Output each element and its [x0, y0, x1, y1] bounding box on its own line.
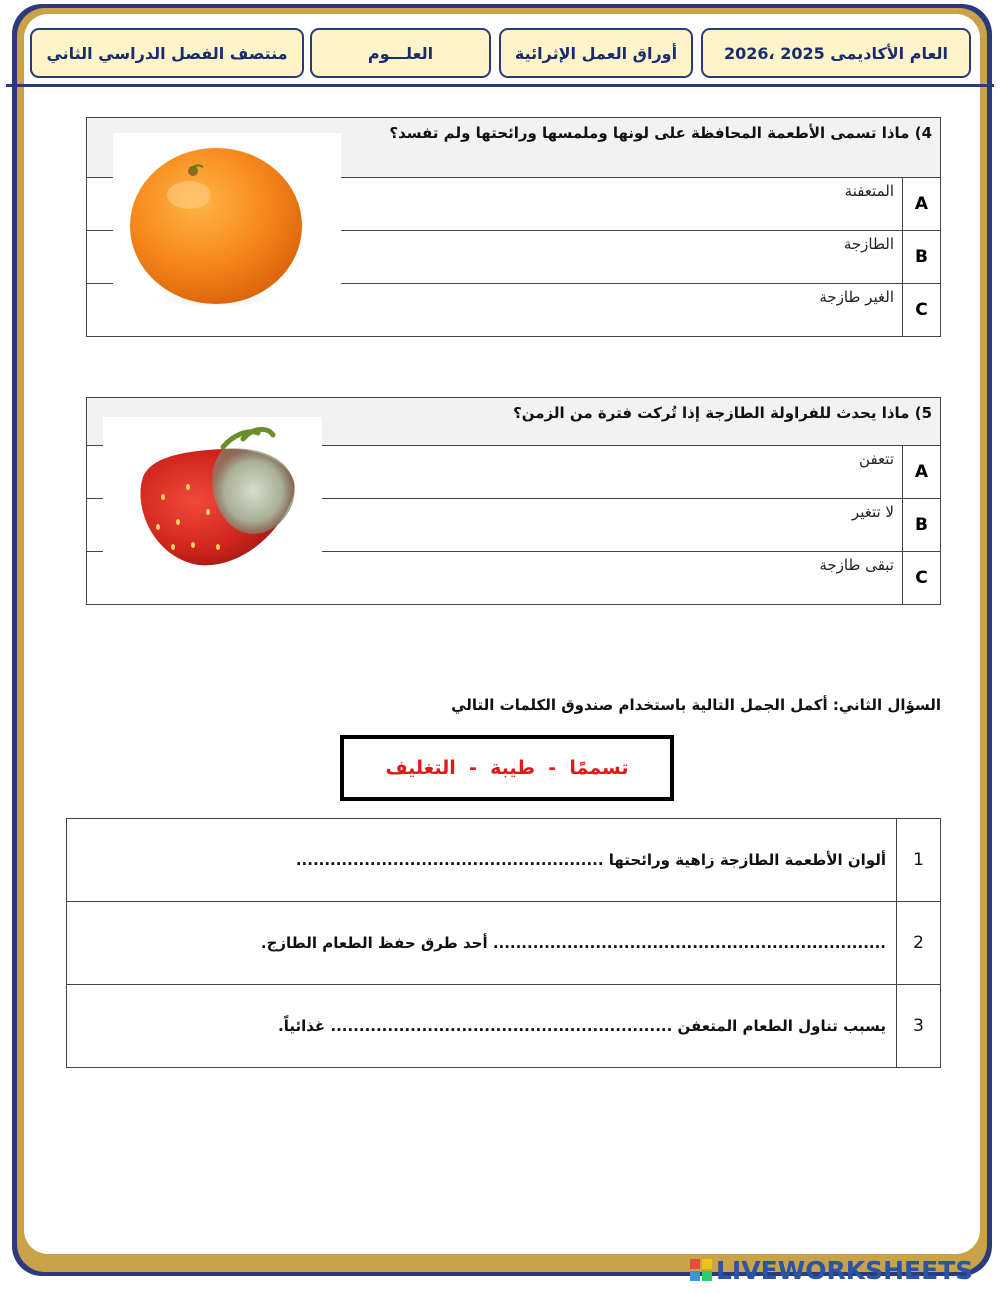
option-a[interactable]: المتعفنة [87, 178, 903, 231]
second-question-title: السؤال الثاني: أكمل الجمل التالية باستخدام صندوق الكلمات التالي [451, 696, 941, 714]
option-c[interactable]: الغير طازجة [87, 284, 903, 337]
question-4-title: 4) ماذا تسمى الأطعمة المحافظة على لونها وملمسها ورائحتها ولم تفسد؟ [87, 118, 941, 178]
sentence-1[interactable]: ألوان الأطعمة الطازجة زاهية ورائحتها ...................................................... [67, 819, 897, 902]
logo-grid-icon [690, 1259, 712, 1281]
option-b[interactable]: الطازجة [87, 231, 903, 284]
option-letter: B [903, 231, 941, 284]
option-letter: A [903, 446, 941, 499]
moldy-strawberry-image [103, 417, 322, 585]
header-year: العام الأكاديمى 2025 ،2026 [701, 28, 971, 78]
header-worksheets: أوراق العمل الإثرائية [499, 28, 693, 78]
option-c[interactable]: تبقى طازجة [87, 552, 903, 605]
option-b[interactable]: لا تتغير [87, 499, 903, 552]
logo-text: LIVEWORKSHEETS [716, 1255, 974, 1285]
sentence-number: 2 [897, 902, 941, 985]
sentence-3[interactable]: يسبب تناول الطعام المتعفن ............................................................ غذائياً. [67, 985, 897, 1068]
sentence-number: 3 [897, 985, 941, 1068]
option-letter: C [903, 284, 941, 337]
sentence-2[interactable]: ..................................................................... أحد طرق حفظ الطعام الطازج. [67, 902, 897, 985]
header-divider [6, 84, 994, 87]
option-letter: C [903, 552, 941, 605]
fill-in-table [66, 818, 941, 1068]
option-letter: B [903, 499, 941, 552]
option-letter: A [903, 178, 941, 231]
header-term: منتصف الفصل الدراسي الثاني [30, 28, 304, 78]
orange-image [113, 133, 341, 313]
question-5-title: 5) ماذا يحدث للفراولة الطازجة إذا تُركت فترة من الزمن؟ [87, 398, 941, 446]
header-subject: العلـــوم [310, 28, 491, 78]
word-bank: تسممًا - طيبة - التغليف [340, 735, 674, 801]
option-a[interactable]: تتعفن [87, 446, 903, 499]
sentence-number: 1 [897, 819, 941, 902]
liveworksheets-logo [690, 1255, 973, 1285]
